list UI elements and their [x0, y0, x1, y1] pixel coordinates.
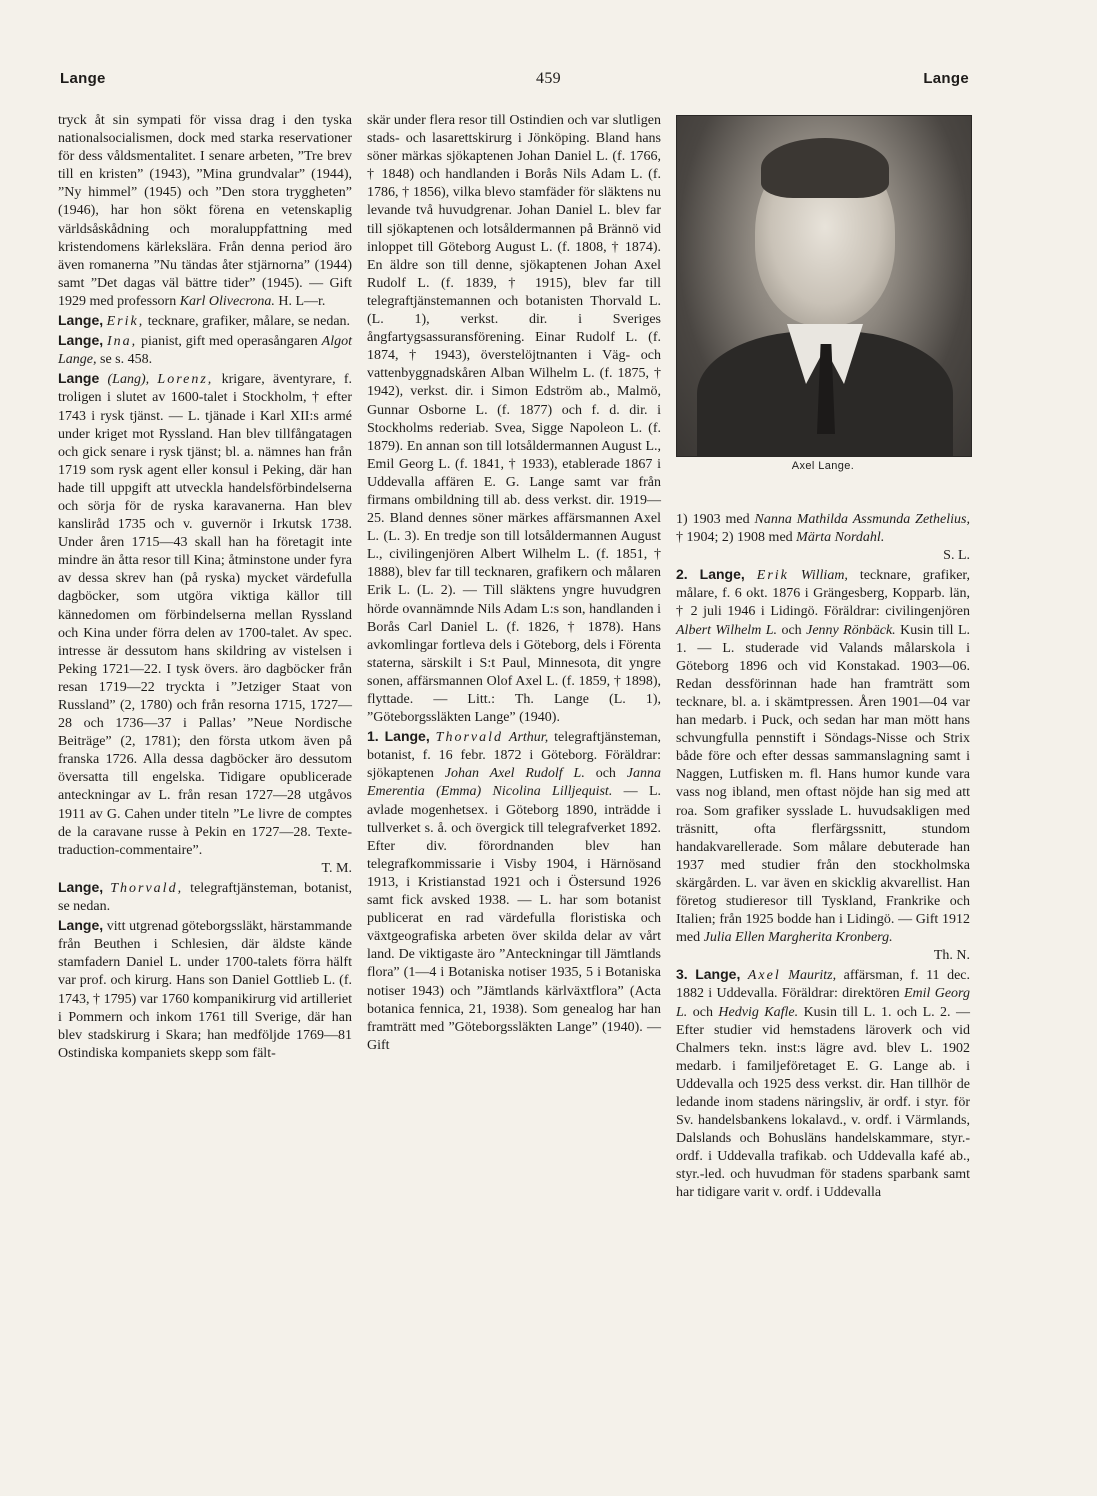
photo-caption: Axel Lange. — [791, 460, 855, 472]
signature: Th. N. — [933, 948, 970, 964]
entry-ina: Lange, Ina, pianist, gift med operasångaren Algot Lange, se s. 458. — [58, 332, 353, 368]
entry-thorvald-continued: 1) 1903 med Nanna Mathilda Assmunda Zethelius, † 1904; 2) 1908 med Märta Nordahl. — [676, 512, 971, 546]
entry-lorenz: Lange (Lang), Lorenz, krigare, äventyrare, f. troligen i slutet av 1600-talet i Stockholm, † efter 1743 i rysk tjänst. — L. tjänade i Karl XII:s armé under kriget mot Ryssland. Han blev tillfångatagen och gick senare i rysk tjänst; bl. a. nämnes han från 1719 som rysk agent eller konsul i Peking, där han hade till uppgift att utveckla handelsförbindelserna och sörja för de ryska karavanerna. Han blev kansliråd 1735 och v. guvernör i Irkutsk 1738. Under åren 1715—43 skall han ha företagit inte mindre än åtta resor till Kina; åtminstone under fyra av dessa skrev han (på ryska) mycket värdefulla dagböcker, som utgöra viktiga källor till kännedomen om förbindelserna mellan Ryssland och Kina under förra delen av 1700-talet. Av spec. intresse är dessutom hans skildring av vistelsen i Peking 1721—22. I tysk övers. äro dagböcker från resan 1719—22 tryckta i ”Jetziger Staat von Russland” (2, 1780) och från resorna 1715, 1727—28 och 1736—37 i Pallas’ ”Neue Nordische Beiträge” (2, 1781); den första utkom även på franska 1726. Alla dessa dagböcker äro dessutom översatta till engelska. Tidigare opublicerade anteckningar av L. från resan 1727—28 utgåvos 1911 av G. Cahen under titeln ”Le livre de comptes de la caravane russe à Pekin en 1727—28. Texte-traduction-commentaire”. — [58, 370, 353, 858]
running-head-right: Lange — [923, 70, 969, 87]
portrait-photo — [676, 115, 972, 457]
entry-family: Lange, vitt utgrenad göteborgssläkt, härstammande från Beuthen i Schlesien, där äldste kände stamfadern Daniel L. under 1700-talets förra hälft var prof. och kirurg. Hans son Daniel Gottlieb L. (f. 1743, † 1795) var 1760 kompanikirurg vid artilleriet i Pommern och inkom 1761 till Sverige, där han blev stadskirurg i Skara; han medföljde 1769—81 Ostindiska kompaniets skepp som fält- — [58, 917, 352, 1061]
column-1 — [58, 112, 352, 1063]
entry-continuation: tryck åt sin sympati för vissa drag i den tyska nationalsocialismen, dock med starka reservationer för dess våldsmentalitet. I senare arbeten, ”Tre brev till en kristen” (1943), ”Mina grundvalar” (1944), ”Ny himmel” (1945) och ”Den stora tryggheten” (1946), har hon sökt förena en vetenskaplig världsåskådning och moraluppfattning med kristendomens kärlekslära. Från denna period äro även romanerna ”Nu tändas åter stjärnorna” (1944) samt ”Det dagas väl bättre tider” (1945). — Gift 1929 med professorn Karl Olivecrona. H. L—r. — [58, 113, 352, 309]
signature: T. M. — [321, 860, 352, 876]
column-2 — [367, 112, 661, 1055]
running-head-left: Lange — [60, 70, 106, 87]
entry-thorvald-ref: Lange, Thorvald, telegraftjänsteman, botanist, se nedan. — [58, 878, 353, 915]
entry-erik-william: 2. Lange, Erik William, tecknare, grafiker, målare, f. 6 okt. 1876 i Grängesberg, Kopparb. län, † 2 juli 1946 i Lidingö. Föräldrar: civilingenjören Albert Wilhelm L. och Jenny Rönbäck. Kusin till L. 1. — L. studerade vid Valands målarskola i Göteborg 1896 och vid Konstakad. 1903—06. Redan dessförinnan hade han framträtt som tecknare, bl. a. i skämtpressen. Åren 1901—04 var han medarb. i Puck, och sedan har man mött hans schvungfulla pennstift i Söndags-Nisse och Strix både före och efter dessas sammanslagning samt i Naggen, Lutfisken m. fl. Hans humor kunde vara vass nog ibland, men oftast nöjde han sig med att roa. Som grafiker sysslade L. huvudsakligen med träsnitt, ofta flerfärgssnitt, stundom handakvarellerade. Som målare debuterade han 1937 med studier från den stockholmska skärgården. L. var även en skicklig akvarellist. Han företog studieresor till Tyskland, Frankrike och Italien; från 1925 bodde han i Lidingö. — Gift 1912 med Julia Ellen Margherita Kronberg. — [676, 566, 971, 946]
column-3 — [676, 511, 970, 1203]
page-number: 459 — [536, 70, 561, 87]
entry-family-continued: skär under flera resor till Ostindien och var slutligen stads- och lasarettskirurg i Jönköping. Bland hans söner märkas sjökaptenen Johan Daniel L. (f. 1766, † 1848) och handlanden i Borås Nils Adam L. (f. 1786, † 1856), vilka blevo stamfäder för släktens nu levande två huvudgrenar. Johan Daniel L. blev far till sjökaptenen och lotsåldermannen på Brännö vid inloppet till Göteborg August L. (f. 1808, † 1874). En äldre son till denne, sjökaptenen Johan Axel Rudolf L. (f. 1839, † 1915), blev far till telegraftjänstemannen och botanisten Thorvald L. (L. 1), verkst. dir. i Sveriges ångfartygsassuransförening. Einar Rudolf L. (f. 1874, † 1943), överstelöjtnanten i Väg- och vattenbyggnadskåren Alban Wilhelm L. (f. 1875, † 1942), verkst. dir. i Simon Edström ab., Malmö, Gunnar Osborne L. (f. 1877) och f. d. dir. i Stockholms rederiab. Svea, Sigge Napoleon L. (f. 1879). En annan son till lotsåldermannen August L., Emil Georg L. (f. 1841, † 1933), etablerade 1867 i Uddevalla affären E. G. Lange samt var från firmans ombildning till ab. dess verkst. dir. 1919—25. Bland dennes söner märkes affärsmannen Axel L. (L. 3). En tredje son till lotsåldermannen August L., civilingenjören Albert Wilhelm L. (f. 1851, † 1888), blev far till tecknaren, grafikern och målaren Erik L. (L. 2). — Till släktens yngre huvudgren hörde ovannämnde Nils Adam L:s son, handlanden i Borås Carl Daniel L. (f. 1826, † 1878). Hans avkomlingar fortleva dels i Göteborg, dels i Förenta staterna, särskilt i S:t Paul, Minnesota, dit yngre sonen, affärsmannen Olof Axel L. (f. 1859, † 1898), flyttade. — Litt.: Th. Lange (L. 1), ”Göteborgssläkten Lange” (1940). — [367, 113, 661, 726]
entry-thorvald: 1. Lange, Thorvald Arthur, telegraftjänsteman, botanist, f. 16 febr. 1872 i Göteborg. Föräldrar: sjökaptenen Johan Axel Rudolf L. och Janna Emerentia (Emma) Nicolina Lilljequist. — L. avlade mogenhetsex. i Göteborg 1890, inträdde i tullverket s. å. och övergick till telegrafverket 1892. Efter div. förordnanden blev han telegrafkommissarie i Visby 1904, i Härnösand 1913, i Kristianstad 1921 och i Östersund 1926 samt fick avsked 1938. — L. har som botanist publicerat en rad värdefulla floristiska och växtgeografiska arbeten över skilda delar av vårt land. De viktigaste äro ”Anteckningar till Jämtlands flora” (1—4 i Botaniska notiser 1935, 5 i Botaniska notiser 1943) och ”Jämtlands kärlväxtflora” (Acta botanica fennica, 21, 1938). Som genealog har han framträtt med ”Göteborgssläkten Lange” (1940). — Gift — [367, 728, 662, 1053]
entry-erik: Lange, Erik, tecknare, grafiker, målare, se nedan. — [58, 312, 351, 330]
entry-axel: 3. Lange, Axel Mauritz, affärsman, f. 11 dec. 1882 i Uddevalla. Föräldrar: direktören Emil Georg L. och Hedvig Kafle. Kusin till L. 1. och L. 2. — Efter studier vid hemstadens läroverk och vid Chalmers tekn. inst:s lägre avd. blev L. 1902 medarb. i familjeföretaget E. G. Lange ab. i Uddevalla och 1925 dess verkst. dir. Han tillhör de ledande inom stadens näringsliv, är ordf. i styr. för Sv. handelsbankens lokalavd., v. ordf. i Värmlands, Dalslands och Bohusläns handelskammare, styr.-ordf. i Uddevalla trafikab. och Uddevalla kafé ab., styr.-led. och huvudman för stadens sparbank samt har tidigare varit v. ordf. i Uddevalla — [676, 966, 971, 1201]
signature: S. L. — [943, 548, 970, 564]
portrait-hair — [761, 138, 889, 198]
